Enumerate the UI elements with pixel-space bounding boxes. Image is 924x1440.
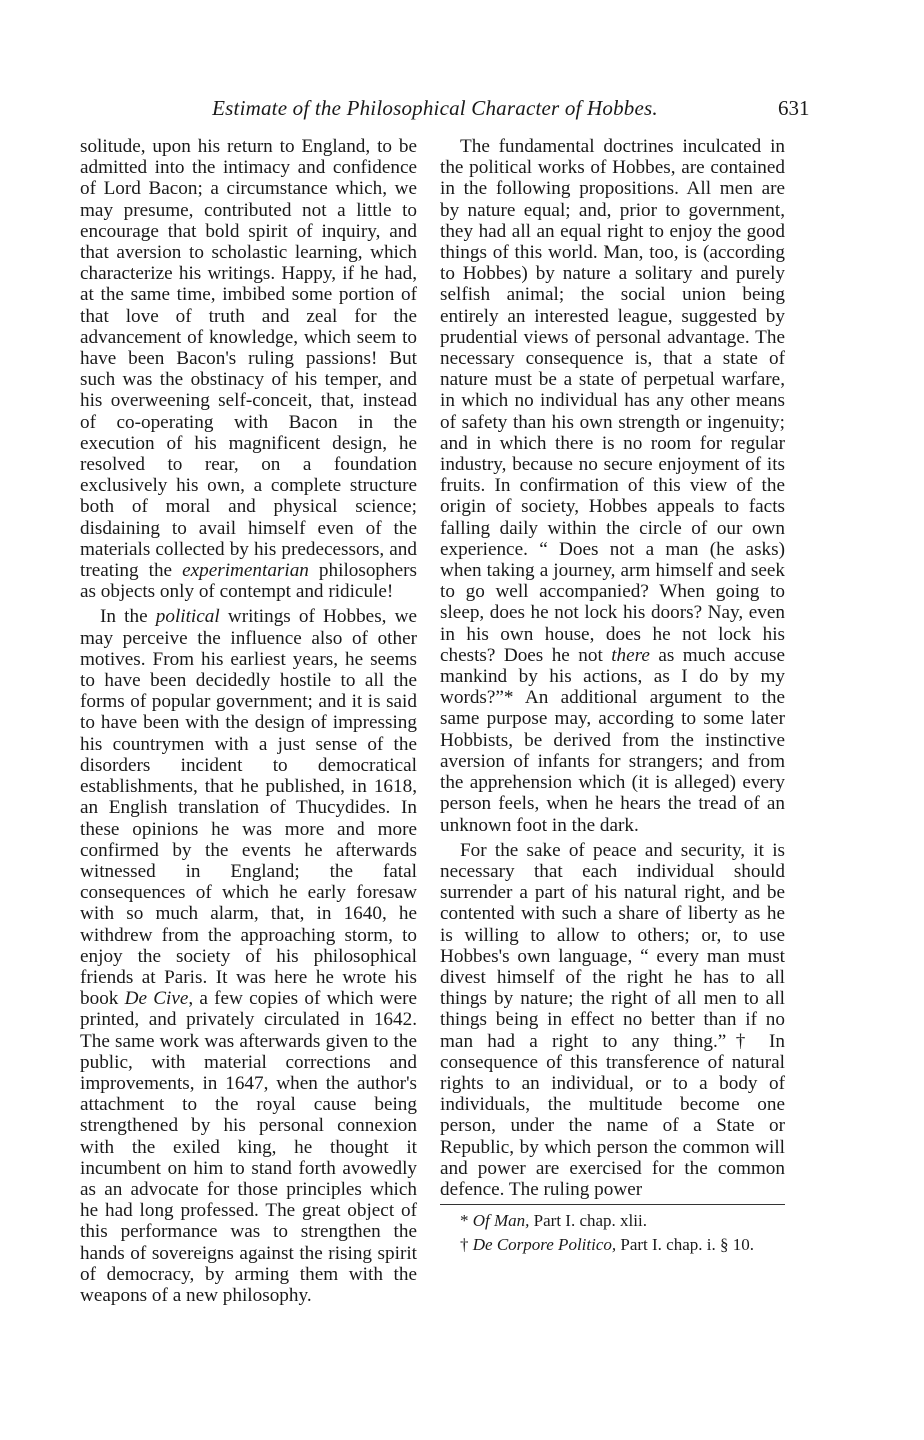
left-paragraph-1-text: solitude, upon his return to England, to be admitted into the intimacy and confidence of Lord Bacon; a circumstance which, we may presume, contributed not a little to encourage that bold spirit of inquiry, and that aversion to scholastic learning, which characterize his writings. Happy, if he had, at the same time, imbibed some portion of that love of truth and zeal for the advancement of knowledge, which seem to have been Bacon's ruling passions! But such was the obstinacy of his temper, and his overweening self-conceit, that, instead of co-operating with Bacon in the execution of his magnificent design, he resolved to rear, on a foundation exclusively his own, a complete structure both of moral and physical science; disdaining to avail himself even of the materials collected by his predecessors, and treating the bbox=[80, 136, 417, 582]
left-column bbox=[80, 136, 417, 1306]
left-paragraph-2-start: In the bbox=[100, 606, 156, 628]
right-paragraph-1-text: The fundamental doctrines inculcated in the political works of Hobbes, are contained in the following propositions. All men are by nature equal; and, prior to government, they had all an equal right to enjoy the good things of this world. Man, too, is (according to Hobbes) by nature a solitary and purely selfish animal; the social union being entirely an interested league, suggested by prudential views of personal advantage. The necessary consequence is, that a state of nature must be a state of perpetual warfare, in which no individual has any other means of safety than his own strength or ingenuity; and in which there is no room for regular industry, because no secure enjoyment of its fruits. In confirmation of this view of the origin of society, Hobbes appeals to facts falling daily within the circle of our own experience. “ Does not a man (he asks) when taking a journey, arm himself and seek to go well accompanied? When going to sleep, does he not lock his doors? Nay, even in his own house, does he not lock his chests? Does he not bbox=[440, 136, 785, 666]
right-paragraph-1-italic: there bbox=[611, 644, 650, 666]
right-paragraph-1-end: as much accuse mankind by his actions, as I do by my words?”* An additional argument to the same purpose may, according to some later Hobbists, be derived from the instinctive aversion of infants for strangers; and from the apprehension which (it is alleged) every person feels, when he hears the tread of an unknown foot in the dark. bbox=[440, 644, 785, 836]
running-title: Estimate of the Philosophical Character of Hobbes. bbox=[212, 96, 658, 120]
footnote-2-title: De Corpore Politico, bbox=[472, 1235, 617, 1255]
footnote-1-title: Of Man, bbox=[472, 1211, 530, 1231]
footnote-2 bbox=[440, 1235, 785, 1255]
left-paragraph-1-italic: experimentarian bbox=[182, 560, 309, 582]
left-paragraph-2 bbox=[80, 606, 417, 1306]
left-paragraph-2-mid: writings of Hobbes, we may perceive the influence also of other motives. From his earliest years, he seems to have been decidedly hostile to all the forms of popular government; and it is said to have been with the design of impressing his countrymen with a just sense of the disorders incident to democratical establishments, that he published, in 1618, an English translation of Thucydides. In these opinions he was more and more confirmed by the events he afterwards witnessed in England; the fatal consequences of which he early foresaw with so much alarm, that, in 1640, he withdrew from the approaching storm, to enjoy the society of his philosophical friends at Paris. It was here he wrote his book bbox=[80, 606, 417, 1010]
footnote-2-ref: Part I. chap. i. § 10. bbox=[616, 1235, 754, 1255]
right-paragraph-1 bbox=[440, 136, 785, 836]
left-paragraph-2-italic-1: political bbox=[155, 606, 220, 628]
left-paragraph-2-end: , a few copies of which were printed, and privately circulated in 1642. The same work was afterwards given to the public, with material corrections and improvements, in 1647, when the author's attachment to the royal cause being strengthened by his personal connexion with the exiled king, he thought it incumbent on him to stand forth avowedly as an advocate for those principles which he had long professed. The great object of this performance was to strengthen the hands of sovereigns against the rising spirit of democracy, by arming them with the weapons of a new philosophy. bbox=[80, 988, 417, 1306]
footnote-1-ref: Part I. chap. xlii. bbox=[529, 1211, 647, 1231]
footnote-2-mark: † bbox=[460, 1235, 473, 1255]
footnotes bbox=[440, 1211, 785, 1255]
left-paragraph-1 bbox=[80, 136, 417, 602]
page-header bbox=[0, 96, 924, 126]
footnote-1 bbox=[440, 1211, 785, 1231]
footnote-divider bbox=[440, 1204, 785, 1205]
left-paragraph-2-italic-2: De Cive bbox=[124, 988, 189, 1010]
right-paragraph-2: For the sake of peace and security, it is necessary that each individual should surrender a part of his natural right, and be contented with such a share of liberty as he is willing to allow to others; or, to use Hobbes's own language, “ every man must divest himself of the right he has to all things by nature; the right of all men to all things being in effect no better than if no man had a right to any thing.”† In consequence of this transference of natural rights to an individual, or to a body of individuals, the multitude become one person, under the name of a State or Republic, by which person the common will and power are exercised for the common defence. The ruling power bbox=[440, 839, 785, 1200]
right-column bbox=[440, 136, 785, 1255]
footnote-1-mark: * bbox=[460, 1211, 473, 1231]
left-paragraph-1-end: philosophers as objects only of contempt and ridicule! bbox=[80, 560, 417, 603]
page-number: 631 bbox=[778, 96, 810, 120]
